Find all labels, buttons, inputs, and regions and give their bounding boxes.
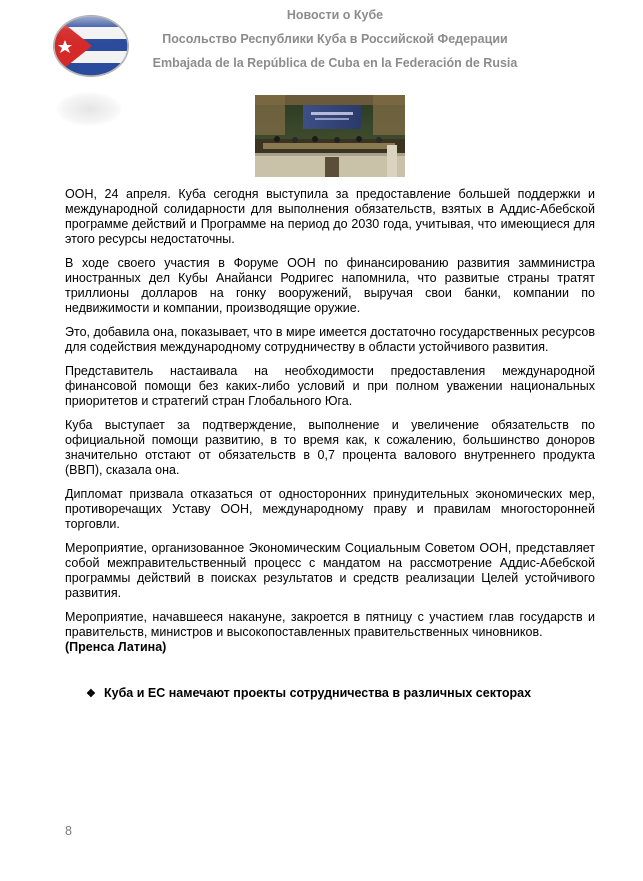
un-conference-photo: [255, 95, 405, 177]
article-closing-text: Мероприятие, начавшееся накануне, закроется в пятницу с участием глав государств и правительств, министров и высокопоставленных правительственных чиновников.: [65, 610, 595, 639]
related-article-link[interactable]: [86, 686, 531, 702]
header-title: Новости о Кубе: [286, 8, 384, 22]
related-article-title: Куба и ЕС намечают проекты сотрудничества в различных секторах: [104, 686, 532, 700]
source-credit: (Пренса Латина): [65, 640, 167, 654]
article-paragraph: Куба выступает за подтверждение, выполнение и увеличение обязательств по официальной помощи развитию, в то время как, к сожалению, большинство доноров значительно отстают от обязательств в 0,7 процента валового внутреннего продукта (ВВП), сказала она.: [65, 418, 595, 477]
article-paragraph: Это, добавила она, показывает, что в мире имеется достаточно государственных ресурсов для содействия международному сотрудничеству в области устойчивого развития.: [65, 325, 595, 354]
article-last-paragraph: [65, 610, 595, 655]
logo-reflection: [56, 92, 122, 126]
diamond-bullet-icon: ❖: [86, 688, 96, 700]
article-body: [65, 187, 595, 664]
cuban-flag-logo-icon: [52, 14, 130, 78]
article-paragraph: Дипломат призвала отказаться от односторонних принудительных экономических мер, противоречащих Уставу ООН, международному праву и правилам многосторонней торговли.: [65, 487, 595, 531]
header-embassy-ru: Посольство Республики Куба в Российской Федерации: [162, 32, 508, 46]
header-embassy-es: Embajada de la República de Cuba en la Federación de Rusia: [152, 56, 518, 70]
article-paragraph: Мероприятие, организованное Экономическим Социальным Советом ООН, представляет собой межправительственный процесс с мандатом на рассмотрение Аддис-Абебской программы действий в поисках результатов и средств реализации Целей устойчивого развития.: [65, 541, 595, 600]
page-number: 8: [65, 824, 72, 838]
article-paragraph: В ходе своего участия в Форуме ООН по финансированию развития замминистра иностранных дел Кубы Анайанси Родригес напомнила, что развитые страны тратят триллионы долларов на гонку вооружений, выручая свои банки, компании по недвижимости и компании, производящие оружие.: [65, 256, 595, 315]
article-paragraph: ООН, 24 апреля. Куба сегодня выступила за предоставление большей поддержки и международной солидарности для выполнения обязательств, взятых в Аддис-Абебской программе действий и Программе на период до 2030 года, учитывая, что имеющиеся для этого ресурсы недостаточны.: [65, 187, 595, 246]
article-paragraph: Представитель настаивала на необходимости предоставления международной финансовой помощи без каких-либо условий и при полном уважении национальных приоритетов и стратегий стран Глобального Юга.: [65, 364, 595, 408]
